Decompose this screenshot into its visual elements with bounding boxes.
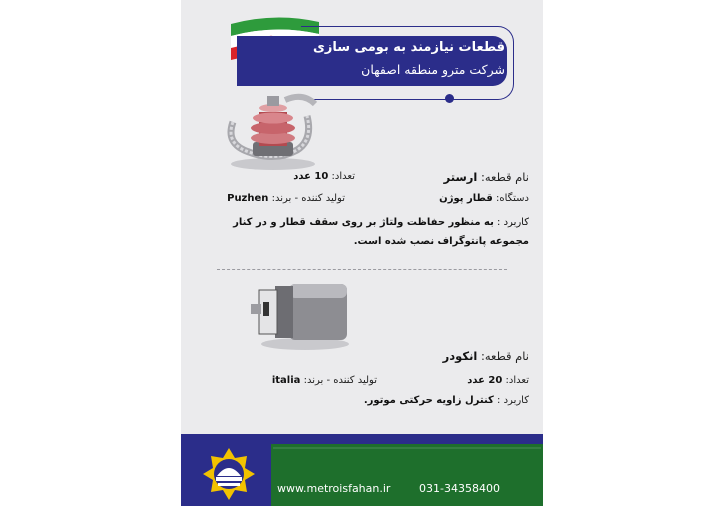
item2-count: 20 عدد <box>467 375 503 386</box>
item1-count-label: تعداد: <box>331 171 355 182</box>
item2-name-label: نام قطعه: <box>481 349 529 363</box>
item1-name-label: نام قطعه: <box>481 170 529 184</box>
item1-device-row <box>439 193 529 204</box>
item1-device: قطار پوژن <box>439 193 493 204</box>
item2-name-row <box>443 349 529 363</box>
item1-name-row <box>444 170 529 184</box>
item2-usage-label: کاربرد : <box>497 395 529 406</box>
item1-device-label: دستگاه: <box>495 193 529 204</box>
poster <box>181 0 543 506</box>
item2-usage <box>364 395 529 406</box>
section-divider <box>217 269 507 270</box>
item1-name: ارستر <box>443 170 478 184</box>
encoder-image <box>245 278 355 352</box>
item1-maker-row <box>227 193 345 204</box>
item1-maker-label: تولید کننده - برند: <box>271 193 345 204</box>
header-subtitle: شرکت مترو منطقه اصفهان <box>361 62 505 77</box>
item2-usage-text: کنترل زاویه حرکتی موتور. <box>363 395 494 406</box>
item1-usage-text: به منظور حفاظت ولتاژ بر روی سقف قطار و در کنار مجموعه پانتوگراف نصب شده است. <box>233 217 529 247</box>
header-dot <box>445 94 454 103</box>
item2-count-row <box>467 375 529 386</box>
phone-number: 031-34358400 <box>419 482 500 495</box>
header-title: قطعات نیازمند به بومی سازی <box>312 40 505 55</box>
arrester-image <box>215 92 325 172</box>
item2-name: انکودر <box>442 349 478 363</box>
item2-maker: italia <box>271 375 301 386</box>
metro-isfahan-logo-icon <box>201 446 257 502</box>
item1-count-row <box>293 171 355 182</box>
item2-maker-label: تولید کننده - برند: <box>303 375 377 386</box>
website-link[interactable]: www.metroisfahan.ir <box>277 482 391 495</box>
item1-usage <box>199 213 529 251</box>
item2-maker-row <box>272 375 377 386</box>
item1-maker: Puzhen <box>227 193 269 204</box>
item2-count-label: تعداد: <box>505 375 529 386</box>
item1-usage-label: کاربرد : <box>497 217 529 228</box>
item1-count: 10 عدد <box>293 171 329 182</box>
